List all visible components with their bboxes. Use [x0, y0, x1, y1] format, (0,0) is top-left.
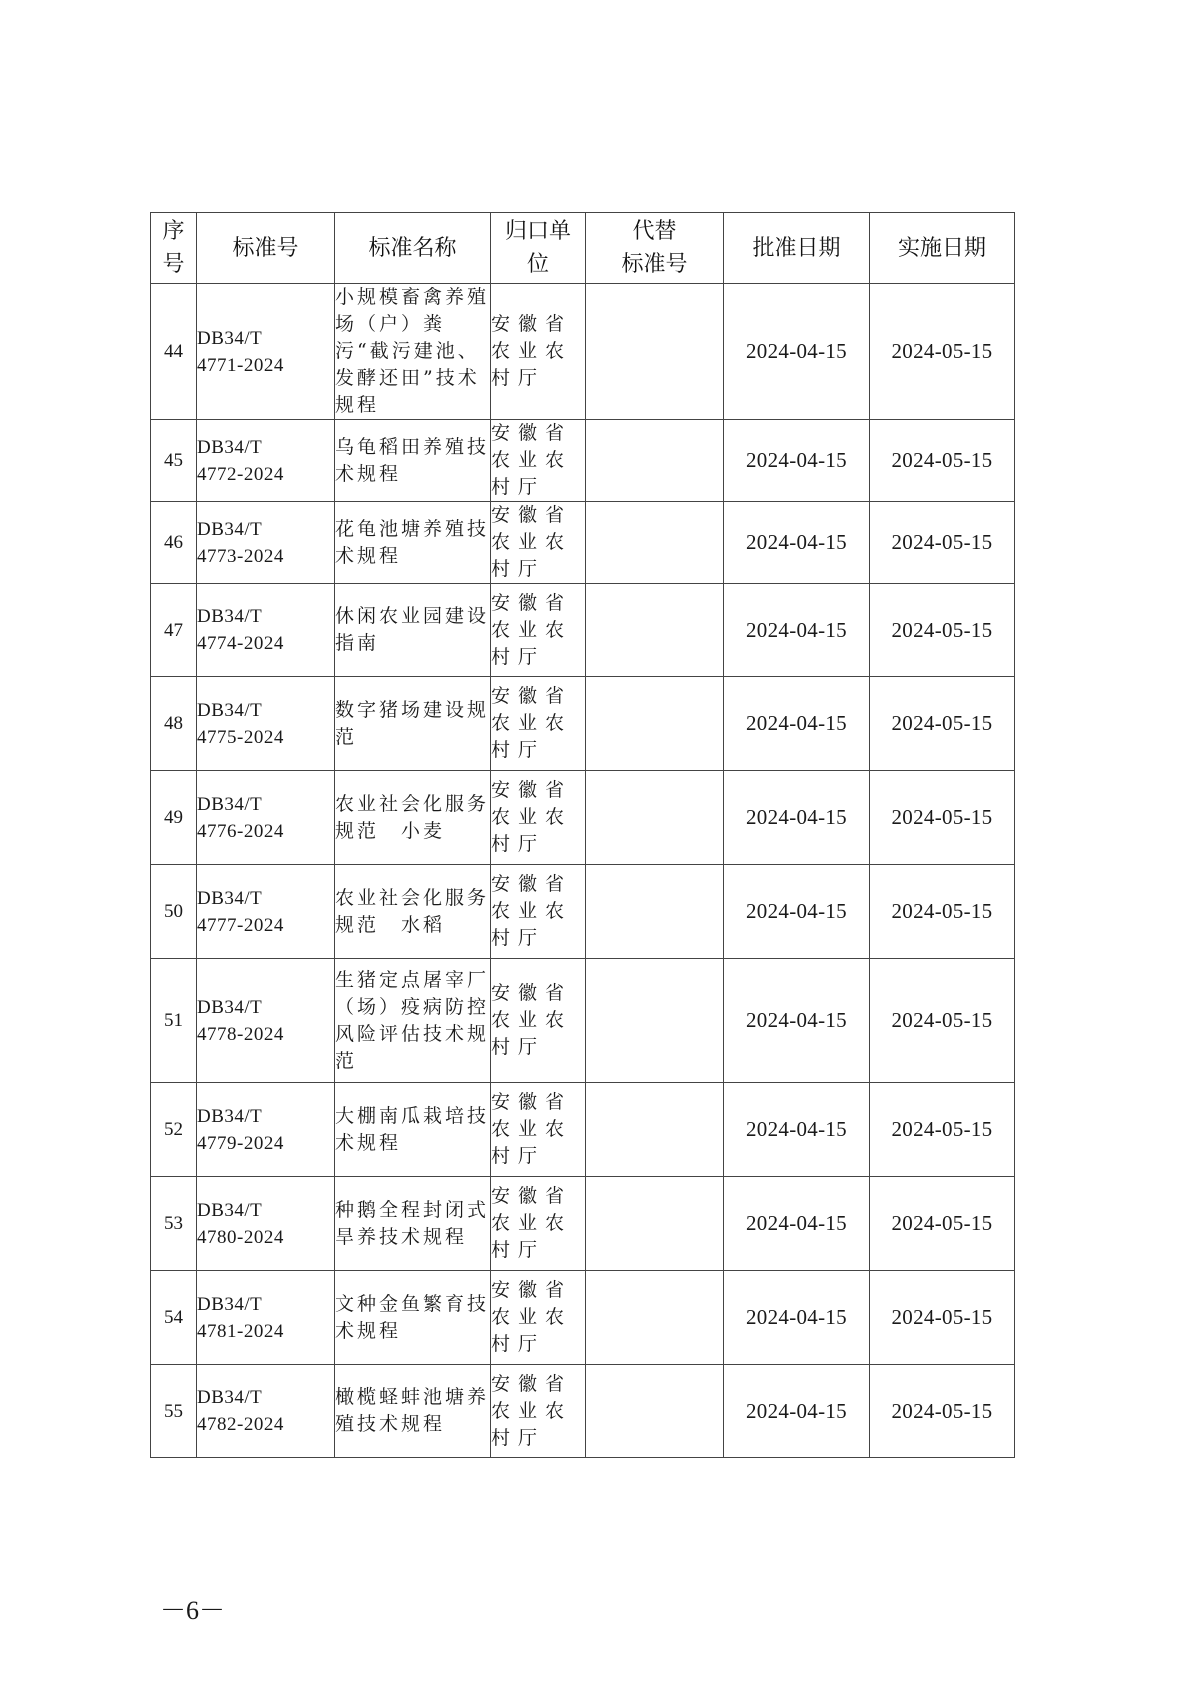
- table-row: [151, 1083, 1015, 1177]
- cell-seq: 47: [151, 584, 197, 677]
- cell-implement-date: 2024-05-15: [870, 502, 1015, 584]
- code-number: 4782-2024: [197, 1414, 284, 1435]
- cell-seq: 48: [151, 677, 197, 771]
- cell-approve-date: 2024-04-15: [724, 502, 870, 584]
- code-number: 4777-2024: [197, 914, 284, 936]
- cell-name: 休闲农业园建设指南: [335, 584, 491, 677]
- cell-approve-date: 2024-04-15: [724, 1365, 870, 1458]
- code-number: 4771-2024: [197, 354, 284, 376]
- cell-code: [197, 1365, 335, 1458]
- code-prefix: DB34/T: [197, 887, 263, 909]
- table-row: [151, 584, 1015, 677]
- cell-code: [197, 420, 335, 502]
- cell-code: [197, 502, 335, 584]
- header-replaced: 代替 标准号: [586, 213, 724, 284]
- page-number: －6－: [160, 1596, 226, 1625]
- cell-code: [197, 1177, 335, 1271]
- cell-name: 文种金鱼繁育技术规程: [335, 1271, 491, 1365]
- table-row: [151, 1271, 1015, 1365]
- cell-replaced: [586, 1083, 724, 1177]
- cell-unit: 安徽省农业农村厅: [491, 677, 586, 771]
- cell-replaced: [586, 1271, 724, 1365]
- table-row: [151, 865, 1015, 959]
- cell-implement-date: 2024-05-15: [870, 677, 1015, 771]
- header-implement-date: 实施日期: [870, 213, 1015, 284]
- cell-unit: 安徽省农业农村厅: [491, 1177, 586, 1271]
- cell-seq: 44: [151, 284, 197, 420]
- code-prefix: DB34/T: [197, 436, 263, 458]
- cell-implement-date: 2024-05-15: [870, 1083, 1015, 1177]
- cell-unit: 安徽省农业农村厅: [491, 1083, 586, 1177]
- cell-replaced: [586, 1177, 724, 1271]
- code-number: 4776-2024: [197, 820, 284, 842]
- cell-implement-date: 2024-05-15: [870, 865, 1015, 959]
- cell-name: 生猪定点屠宰厂（场）疫病防控风险评估技术规范: [335, 959, 491, 1083]
- cell-replaced: [586, 502, 724, 584]
- cell-name: 乌龟稻田养殖技术规程: [335, 420, 491, 502]
- code-number: 4775-2024: [197, 726, 284, 748]
- cell-approve-date: 2024-04-15: [724, 865, 870, 959]
- code-number: 4774-2024: [197, 633, 284, 654]
- cell-unit: 安徽省农业农村厅: [491, 1365, 586, 1458]
- cell-code: [197, 1271, 335, 1365]
- cell-name: 农业社会化服务规范 水稻: [335, 865, 491, 959]
- header-row: [151, 213, 1015, 284]
- cell-replaced: [586, 959, 724, 1083]
- cell-implement-date: 2024-05-15: [870, 771, 1015, 865]
- header-seq-label: 序 号: [162, 219, 185, 277]
- cell-seq: 49: [151, 771, 197, 865]
- code-number: 4778-2024: [197, 1023, 284, 1045]
- cell-name: 种鹅全程封闭式旱养技术规程: [335, 1177, 491, 1271]
- cell-code: [197, 865, 335, 959]
- code-prefix: DB34/T: [197, 1199, 263, 1221]
- code-prefix: DB34/T: [197, 1105, 263, 1127]
- table-row: [151, 284, 1015, 420]
- table-row: [151, 959, 1015, 1083]
- code-prefix: DB34/T: [197, 996, 263, 1018]
- code-prefix: DB34/T: [197, 1293, 263, 1315]
- table-row: [151, 1365, 1015, 1458]
- cell-approve-date: 2024-04-15: [724, 584, 870, 677]
- cell-code: [197, 1083, 335, 1177]
- code-number: 4773-2024: [197, 545, 284, 567]
- cell-implement-date: 2024-05-15: [870, 959, 1015, 1083]
- cell-implement-date: 2024-05-15: [870, 584, 1015, 677]
- code-prefix: DB34/T: [197, 518, 263, 540]
- cell-seq: 46: [151, 502, 197, 584]
- cell-implement-date: 2024-05-15: [870, 1271, 1015, 1365]
- code-prefix: DB34/T: [197, 793, 263, 815]
- cell-replaced: [586, 1365, 724, 1458]
- cell-replaced: [586, 771, 724, 865]
- code-number: 4780-2024: [197, 1226, 284, 1248]
- cell-unit: 安徽省农业农村厅: [491, 865, 586, 959]
- cell-code: [197, 284, 335, 420]
- cell-unit: 安徽省农业农村厅: [491, 584, 586, 677]
- code-number: 4772-2024: [197, 463, 284, 485]
- cell-name: 花龟池塘养殖技术规程: [335, 502, 491, 584]
- code-prefix: DB34/T: [197, 699, 263, 721]
- cell-code: [197, 771, 335, 865]
- header-unit: 归口单 位: [491, 213, 586, 284]
- cell-approve-date: 2024-04-15: [724, 1083, 870, 1177]
- cell-name: 橄榄蛏蚌池塘养殖技术规程: [335, 1365, 491, 1458]
- cell-replaced: [586, 284, 724, 420]
- cell-approve-date: 2024-04-15: [724, 1271, 870, 1365]
- cell-implement-date: 2024-05-15: [870, 420, 1015, 502]
- cell-seq: 51: [151, 959, 197, 1083]
- cell-seq: 55: [151, 1365, 197, 1458]
- cell-unit: 安徽省农业农村厅: [491, 502, 586, 584]
- cell-unit: 安徽省农业农村厅: [491, 771, 586, 865]
- cell-replaced: [586, 420, 724, 502]
- cell-code: [197, 677, 335, 771]
- cell-implement-date: 2024-05-15: [870, 1177, 1015, 1271]
- table-row: [151, 677, 1015, 771]
- cell-approve-date: 2024-04-15: [724, 959, 870, 1083]
- cell-seq: 45: [151, 420, 197, 502]
- cell-replaced: [586, 677, 724, 771]
- table-row: [151, 771, 1015, 865]
- cell-code: [197, 584, 335, 677]
- code-prefix: DB34/T: [197, 327, 263, 349]
- cell-implement-date: 2024-05-15: [870, 284, 1015, 420]
- cell-replaced: [586, 584, 724, 677]
- table-row: [151, 1177, 1015, 1271]
- code-number: 4779-2024: [197, 1132, 284, 1154]
- cell-unit: 安徽省农业农村厅: [491, 1271, 586, 1365]
- table-row: [151, 502, 1015, 584]
- header-approve-date: 批准日期: [724, 213, 870, 284]
- cell-seq: 52: [151, 1083, 197, 1177]
- cell-approve-date: 2024-04-15: [724, 420, 870, 502]
- cell-approve-date: 2024-04-15: [724, 677, 870, 771]
- table-row: [151, 420, 1015, 502]
- cell-name: 大棚南瓜栽培技术规程: [335, 1083, 491, 1177]
- cell-seq: 53: [151, 1177, 197, 1271]
- cell-name: 数字猪场建设规范: [335, 677, 491, 771]
- table-body: [151, 284, 1015, 1458]
- cell-approve-date: 2024-04-15: [724, 771, 870, 865]
- standards-table: [150, 212, 1015, 1458]
- cell-unit: 安徽省农业农村厅: [491, 284, 586, 420]
- cell-replaced: [586, 865, 724, 959]
- cell-implement-date: 2024-05-15: [870, 1365, 1015, 1458]
- cell-seq: 54: [151, 1271, 197, 1365]
- code-number: 4781-2024: [197, 1320, 284, 1342]
- header-code: 标准号: [197, 213, 335, 284]
- cell-code: [197, 959, 335, 1083]
- cell-approve-date: 2024-04-15: [724, 1177, 870, 1271]
- cell-unit: 安徽省农业农村厅: [491, 420, 586, 502]
- cell-name: 农业社会化服务规范 小麦: [335, 771, 491, 865]
- cell-approve-date: 2024-04-15: [724, 284, 870, 420]
- cell-seq: 50: [151, 865, 197, 959]
- cell-name: 小规模畜禽养殖场（户）粪污“截污建池、发酵还田”技术规程: [335, 284, 491, 420]
- header-seq: [151, 213, 197, 284]
- code-prefix: DB34/T: [197, 606, 263, 627]
- code-prefix: DB34/T: [197, 1387, 263, 1408]
- header-name: 标准名称: [335, 213, 491, 284]
- cell-unit: 安徽省农业农村厅: [491, 959, 586, 1083]
